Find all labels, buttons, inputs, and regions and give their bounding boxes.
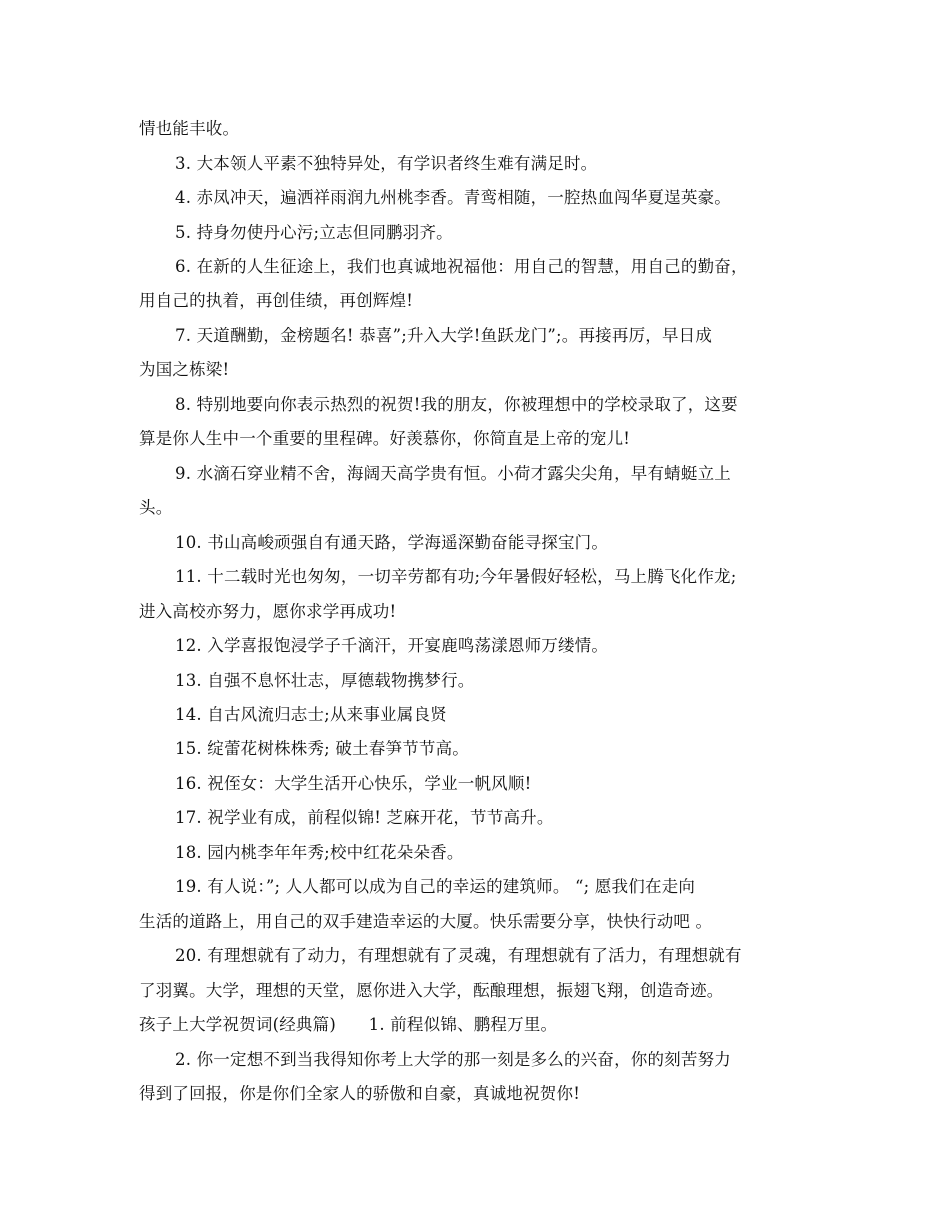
text-line: 14. 自古风流归志士;从来事业属良贤 xyxy=(175,705,447,724)
text-line: 情也能丰收。 xyxy=(139,119,240,138)
text-line: 用自己的执着，再创佳绩，再创辉煌! xyxy=(139,291,414,310)
text-line: 16. 祝侄女：大学生活开心快乐，学业一帆风顺! xyxy=(175,774,532,793)
text-line: 19. 有人说：”; 人人都可以成为自己的幸运的建筑师。 “; 愿我们在走向 xyxy=(175,877,696,896)
text-line: 6. 在新的人生征途上，我们也真诚地祝福他：用自己的智慧，用自己的勤奋， xyxy=(175,257,748,276)
text-line: 15. 绽蕾花树株株秀; 破土春笋节节高。 xyxy=(175,739,469,758)
text-line: 3. 大本领人平素不独特异处，有学识者终生难有满足时。 xyxy=(175,154,598,173)
text-line: 头。 xyxy=(139,498,173,517)
text-line: 孩子上大学祝贺词(经典篇) 1. 前程似锦、鹏程万里。 xyxy=(139,1015,558,1034)
text-line: 了羽翼。大学，理想的天堂，愿你进入大学，酝酿理想，振翅飞翔，创造奇迹。 xyxy=(139,981,724,1000)
text-line: 生活的道路上，用自己的双手建造幸运的大厦。快乐需要分享，快快行动吧 。 xyxy=(139,912,713,931)
text-line: 得到了回报，你是你们全家人的骄傲和自豪，真诚地祝贺你! xyxy=(139,1084,581,1103)
text-line: 为国之栋梁! xyxy=(139,360,230,379)
text-line: 算是你人生中一个重要的里程碑。好羡慕你，你简直是上帝的宠儿! xyxy=(139,429,631,448)
text-line: 20. 有理想就有了动力，有理想就有了灵魂，有理想就有了活力，有理想就有 xyxy=(175,946,742,965)
text-line: 18. 园内桃李年年秀;校中红花朵朵香。 xyxy=(175,843,464,862)
text-line: 5. 持身勿使丹心污;立志但同鹏羽齐。 xyxy=(175,223,453,242)
text-line: 2. 你一定想不到当我得知你考上大学的那一刻是多么的兴奋，你的刻苦努力 xyxy=(175,1050,731,1069)
text-line: 13. 自强不息怀壮志，厚德载物携梦行。 xyxy=(175,671,475,690)
text-line: 进入高校亦努力，愿你求学再成功! xyxy=(139,602,397,621)
text-line: 12. 入学喜报饱浸学子千滴汗，开宴鹿鸣荡漾恩师万缕情。 xyxy=(175,636,609,655)
text-line: 17. 祝学业有成，前程似锦! 芝麻开花，节节高升。 xyxy=(175,808,554,827)
text-line: 4. 赤凤冲天，遍洒祥雨润九州桃李香。青鸾相随，一腔热血闯华夏逞英豪。 xyxy=(175,188,731,207)
text-line: 10. 书山高峻顽强自有通天路，学海遥深勤奋能寻探宝门。 xyxy=(175,533,609,552)
text-line: 11. 十二载时光也匆匆，一切辛劳都有功;今年暑假好轻松，马上腾飞化作龙; xyxy=(175,567,737,586)
text-line: 8. 特别地要向你表示热烈的祝贺!我的朋友，你被理想中的学校录取了，这要 xyxy=(175,395,738,414)
text-line: 9. 水滴石穿业精不舍，海阔天高学贵有恒。小荷才露尖尖角，早有蜻蜓立上 xyxy=(175,464,731,483)
text-line: 7. 天道酬勤，金榜题名! 恭喜”;升入大学!鱼跃龙门”;。再接再厉，早日成 xyxy=(175,326,713,345)
